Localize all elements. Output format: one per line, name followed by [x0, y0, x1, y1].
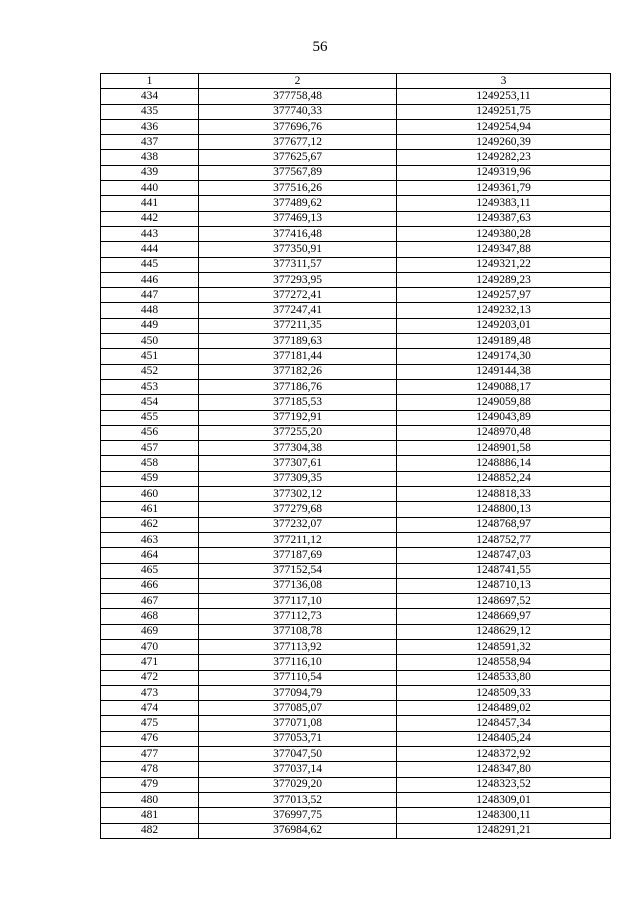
- table-row: [101, 288, 611, 303]
- table-cell-col-3: 1248372,92: [397, 747, 611, 762]
- table-cell-col-1: 445: [101, 257, 199, 272]
- table-cell-col-2: 376997,75: [199, 808, 397, 823]
- table-cell-col-1: 441: [101, 196, 199, 211]
- table-cell-col-3: 1249257,97: [397, 288, 611, 303]
- table-cell-col-2: 377094,79: [199, 685, 397, 700]
- table-cell-col-1: 451: [101, 349, 199, 364]
- table-row: [101, 517, 611, 532]
- table-row: [101, 502, 611, 517]
- table-cell-col-2: 377053,71: [199, 731, 397, 746]
- table-row: [101, 456, 611, 471]
- table-cell-col-3: 1248323,52: [397, 777, 611, 792]
- table-row: [101, 379, 611, 394]
- table-cell-col-2: 377293,95: [199, 272, 397, 287]
- table-cell-col-1: 448: [101, 303, 199, 318]
- table-cell-col-1: 453: [101, 379, 199, 394]
- table-cell-col-3: 1248457,34: [397, 716, 611, 731]
- table-row: [101, 395, 611, 410]
- table-cell-col-2: 377232,07: [199, 517, 397, 532]
- table-cell-col-3: 1248901,58: [397, 441, 611, 456]
- table-row: [101, 487, 611, 502]
- table-cell-col-2: 377304,38: [199, 441, 397, 456]
- table-row: [101, 196, 611, 211]
- table-cell-col-3: 1249319,96: [397, 165, 611, 180]
- table-cell-col-2: 377302,12: [199, 487, 397, 502]
- table-cell-col-1: 454: [101, 395, 199, 410]
- table-cell-col-2: 377567,89: [199, 165, 397, 180]
- table-cell-col-2: 377108,78: [199, 624, 397, 639]
- table-cell-col-3: 1248697,52: [397, 594, 611, 609]
- table-cell-col-3: 1249254,94: [397, 119, 611, 134]
- table-cell-col-2: 376984,62: [199, 823, 397, 838]
- table-cell-col-1: 464: [101, 548, 199, 563]
- table-cell-col-3: 1248741,55: [397, 563, 611, 578]
- table-row: [101, 334, 611, 349]
- table-cell-col-1: 476: [101, 731, 199, 746]
- column-header-3: 3: [397, 74, 611, 89]
- table-row: [101, 609, 611, 624]
- table-cell-col-1: 459: [101, 471, 199, 486]
- table-cell-col-1: 462: [101, 517, 199, 532]
- column-header-1: 1: [101, 74, 199, 89]
- table-row: [101, 135, 611, 150]
- table-cell-col-1: 460: [101, 487, 199, 502]
- table-cell-col-3: 1248291,21: [397, 823, 611, 838]
- table-cell-col-1: 477: [101, 747, 199, 762]
- table-cell-col-2: 377696,76: [199, 119, 397, 134]
- table-row: [101, 471, 611, 486]
- table-cell-col-3: 1249203,01: [397, 318, 611, 333]
- table-row: [101, 624, 611, 639]
- table-cell-col-1: 473: [101, 685, 199, 700]
- table-body: [101, 89, 611, 839]
- table-cell-col-3: 1248347,80: [397, 762, 611, 777]
- table-cell-col-2: 377182,26: [199, 364, 397, 379]
- table-cell-col-2: 377013,52: [199, 792, 397, 807]
- coordinates-table: [100, 73, 611, 839]
- table-cell-col-3: 1249380,28: [397, 226, 611, 241]
- table-cell-col-3: 1248970,48: [397, 425, 611, 440]
- table-cell-col-1: 449: [101, 318, 199, 333]
- table-cell-col-1: 482: [101, 823, 199, 838]
- table-row: [101, 716, 611, 731]
- table-cell-col-1: 471: [101, 655, 199, 670]
- table-cell-col-3: 1249043,89: [397, 410, 611, 425]
- table-cell-col-1: 474: [101, 701, 199, 716]
- column-header-2: 2: [199, 74, 397, 89]
- table-row: [101, 150, 611, 165]
- table-cell-col-2: 377112,73: [199, 609, 397, 624]
- table-cell-col-2: 377625,67: [199, 150, 397, 165]
- table-row: [101, 532, 611, 547]
- table-cell-col-2: 377113,92: [199, 639, 397, 654]
- table-cell-col-2: 377185,53: [199, 395, 397, 410]
- table-cell-col-2: 377152,54: [199, 563, 397, 578]
- table-cell-col-1: 463: [101, 532, 199, 547]
- table-cell-col-2: 377029,20: [199, 777, 397, 792]
- table-row: [101, 792, 611, 807]
- table-cell-col-3: 1248768,97: [397, 517, 611, 532]
- table-cell-col-1: 478: [101, 762, 199, 777]
- table-cell-col-2: 377416,48: [199, 226, 397, 241]
- table-cell-col-3: 1249253,11: [397, 89, 611, 104]
- table-cell-col-3: 1249361,79: [397, 181, 611, 196]
- table-cell-col-1: 468: [101, 609, 199, 624]
- table-cell-col-2: 377255,20: [199, 425, 397, 440]
- table-row: [101, 685, 611, 700]
- table-cell-col-1: 450: [101, 334, 199, 349]
- table-cell-col-2: 377211,12: [199, 532, 397, 547]
- table-cell-col-3: 1249282,23: [397, 150, 611, 165]
- table-cell-col-2: 377071,08: [199, 716, 397, 731]
- table-cell-col-2: 377117,10: [199, 594, 397, 609]
- table-cell-col-1: 472: [101, 670, 199, 685]
- table-cell-col-3: 1248747,03: [397, 548, 611, 563]
- table-row: [101, 89, 611, 104]
- table-cell-col-3: 1248800,13: [397, 502, 611, 517]
- table-cell-col-3: 1248489,02: [397, 701, 611, 716]
- table-cell-col-1: 457: [101, 441, 199, 456]
- table-row: [101, 165, 611, 180]
- table-row: [101, 639, 611, 654]
- table-row: [101, 578, 611, 593]
- table-cell-col-1: 443: [101, 226, 199, 241]
- table-row: [101, 701, 611, 716]
- table-row: [101, 272, 611, 287]
- table-cell-col-3: 1248852,24: [397, 471, 611, 486]
- page-number: 56: [312, 39, 328, 55]
- table-cell-col-1: 440: [101, 181, 199, 196]
- table-cell-col-2: 377279,68: [199, 502, 397, 517]
- table-cell-col-1: 434: [101, 89, 199, 104]
- table-row: [101, 257, 611, 272]
- table-cell-col-1: 461: [101, 502, 199, 517]
- table-cell-col-3: 1249088,17: [397, 379, 611, 394]
- table-cell-col-3: 1248405,24: [397, 731, 611, 746]
- table-row: [101, 655, 611, 670]
- table-cell-col-2: 377186,76: [199, 379, 397, 394]
- table-cell-col-1: 466: [101, 578, 199, 593]
- table-row: [101, 441, 611, 456]
- table-cell-col-2: 377181,44: [199, 349, 397, 364]
- table-cell-col-1: 480: [101, 792, 199, 807]
- table-row: [101, 318, 611, 333]
- table-cell-col-1: 442: [101, 211, 199, 226]
- table-cell-col-3: 1248629,12: [397, 624, 611, 639]
- table-cell-col-2: 377516,26: [199, 181, 397, 196]
- table-cell-col-3: 1249174,30: [397, 349, 611, 364]
- table-cell-col-1: 475: [101, 716, 199, 731]
- table-cell-col-1: 481: [101, 808, 199, 823]
- table-cell-col-2: 377272,41: [199, 288, 397, 303]
- table-cell-col-1: 437: [101, 135, 199, 150]
- table-cell-col-1: 435: [101, 104, 199, 119]
- table-cell-col-3: 1249059,88: [397, 395, 611, 410]
- table-row: [101, 747, 611, 762]
- table-cell-col-2: 377110,54: [199, 670, 397, 685]
- table-row: [101, 226, 611, 241]
- table-cell-col-3: 1248818,33: [397, 487, 611, 502]
- table-cell-col-3: 1248591,32: [397, 639, 611, 654]
- table-row: [101, 104, 611, 119]
- table-cell-col-3: 1249289,23: [397, 272, 611, 287]
- table-cell-col-3: 1248533,80: [397, 670, 611, 685]
- table-row: [101, 777, 611, 792]
- table-cell-col-3: 1249321,22: [397, 257, 611, 272]
- table-cell-col-3: 1248710,13: [397, 578, 611, 593]
- table-cell-col-1: 456: [101, 425, 199, 440]
- table-cell-col-1: 438: [101, 150, 199, 165]
- table-row: [101, 242, 611, 257]
- table-cell-col-3: 1249232,13: [397, 303, 611, 318]
- table-cell-col-3: 1249387,63: [397, 211, 611, 226]
- table-cell-col-3: 1248558,94: [397, 655, 611, 670]
- table-cell-col-3: 1248886,14: [397, 456, 611, 471]
- table-cell-col-2: 377211,35: [199, 318, 397, 333]
- table-cell-col-3: 1249251,75: [397, 104, 611, 119]
- table-row: [101, 425, 611, 440]
- table-row: [101, 762, 611, 777]
- table-row: [101, 808, 611, 823]
- table-cell-col-1: 446: [101, 272, 199, 287]
- table-cell-col-3: 1249347,88: [397, 242, 611, 257]
- table-cell-col-2: 377677,12: [199, 135, 397, 150]
- table-cell-col-1: 469: [101, 624, 199, 639]
- table-row: [101, 563, 611, 578]
- table-cell-col-1: 470: [101, 639, 199, 654]
- table-cell-col-2: 377189,63: [199, 334, 397, 349]
- table-cell-col-2: 377085,07: [199, 701, 397, 716]
- table-cell-col-3: 1248309,01: [397, 792, 611, 807]
- table-cell-col-2: 377740,33: [199, 104, 397, 119]
- table-cell-col-2: 377309,35: [199, 471, 397, 486]
- table-cell-col-2: 377047,50: [199, 747, 397, 762]
- table-cell-col-2: 377350,91: [199, 242, 397, 257]
- table-cell-col-1: 465: [101, 563, 199, 578]
- table-cell-col-2: 377469,13: [199, 211, 397, 226]
- table-row: [101, 410, 611, 425]
- table-cell-col-1: 452: [101, 364, 199, 379]
- table-row: [101, 594, 611, 609]
- table-cell-col-2: 377037,14: [199, 762, 397, 777]
- table-row: [101, 548, 611, 563]
- table-row: [101, 349, 611, 364]
- table-cell-col-3: 1249189,48: [397, 334, 611, 349]
- table-cell-col-2: 377116,10: [199, 655, 397, 670]
- table-cell-col-3: 1248752,77: [397, 532, 611, 547]
- table-cell-col-1: 458: [101, 456, 199, 471]
- table-row: [101, 211, 611, 226]
- table-cell-col-1: 444: [101, 242, 199, 257]
- table-row: [101, 303, 611, 318]
- table-cell-col-3: 1248509,33: [397, 685, 611, 700]
- table-cell-col-1: 479: [101, 777, 199, 792]
- table-cell-col-2: 377187,69: [199, 548, 397, 563]
- table-cell-col-1: 455: [101, 410, 199, 425]
- table-cell-col-3: 1248300,11: [397, 808, 611, 823]
- table-cell-col-2: 377758,48: [199, 89, 397, 104]
- table-row: [101, 731, 611, 746]
- table-cell-col-3: 1248669,97: [397, 609, 611, 624]
- table-cell-col-2: 377307,61: [199, 456, 397, 471]
- table-cell-col-2: 377247,41: [199, 303, 397, 318]
- table-cell-col-2: 377311,57: [199, 257, 397, 272]
- table-cell-col-3: 1249260,39: [397, 135, 611, 150]
- table-row: [101, 364, 611, 379]
- table-cell-col-2: 377192,91: [199, 410, 397, 425]
- table-row: [101, 119, 611, 134]
- table-header-row: [101, 74, 611, 89]
- table-cell-col-1: 436: [101, 119, 199, 134]
- table-row: [101, 181, 611, 196]
- table-cell-col-1: 447: [101, 288, 199, 303]
- table-cell-col-1: 439: [101, 165, 199, 180]
- table-cell-col-3: 1249144,38: [397, 364, 611, 379]
- table-row: [101, 823, 611, 838]
- table-cell-col-2: 377489,62: [199, 196, 397, 211]
- table-cell-col-1: 467: [101, 594, 199, 609]
- table-row: [101, 670, 611, 685]
- table-cell-col-2: 377136,08: [199, 578, 397, 593]
- table-cell-col-3: 1249383,11: [397, 196, 611, 211]
